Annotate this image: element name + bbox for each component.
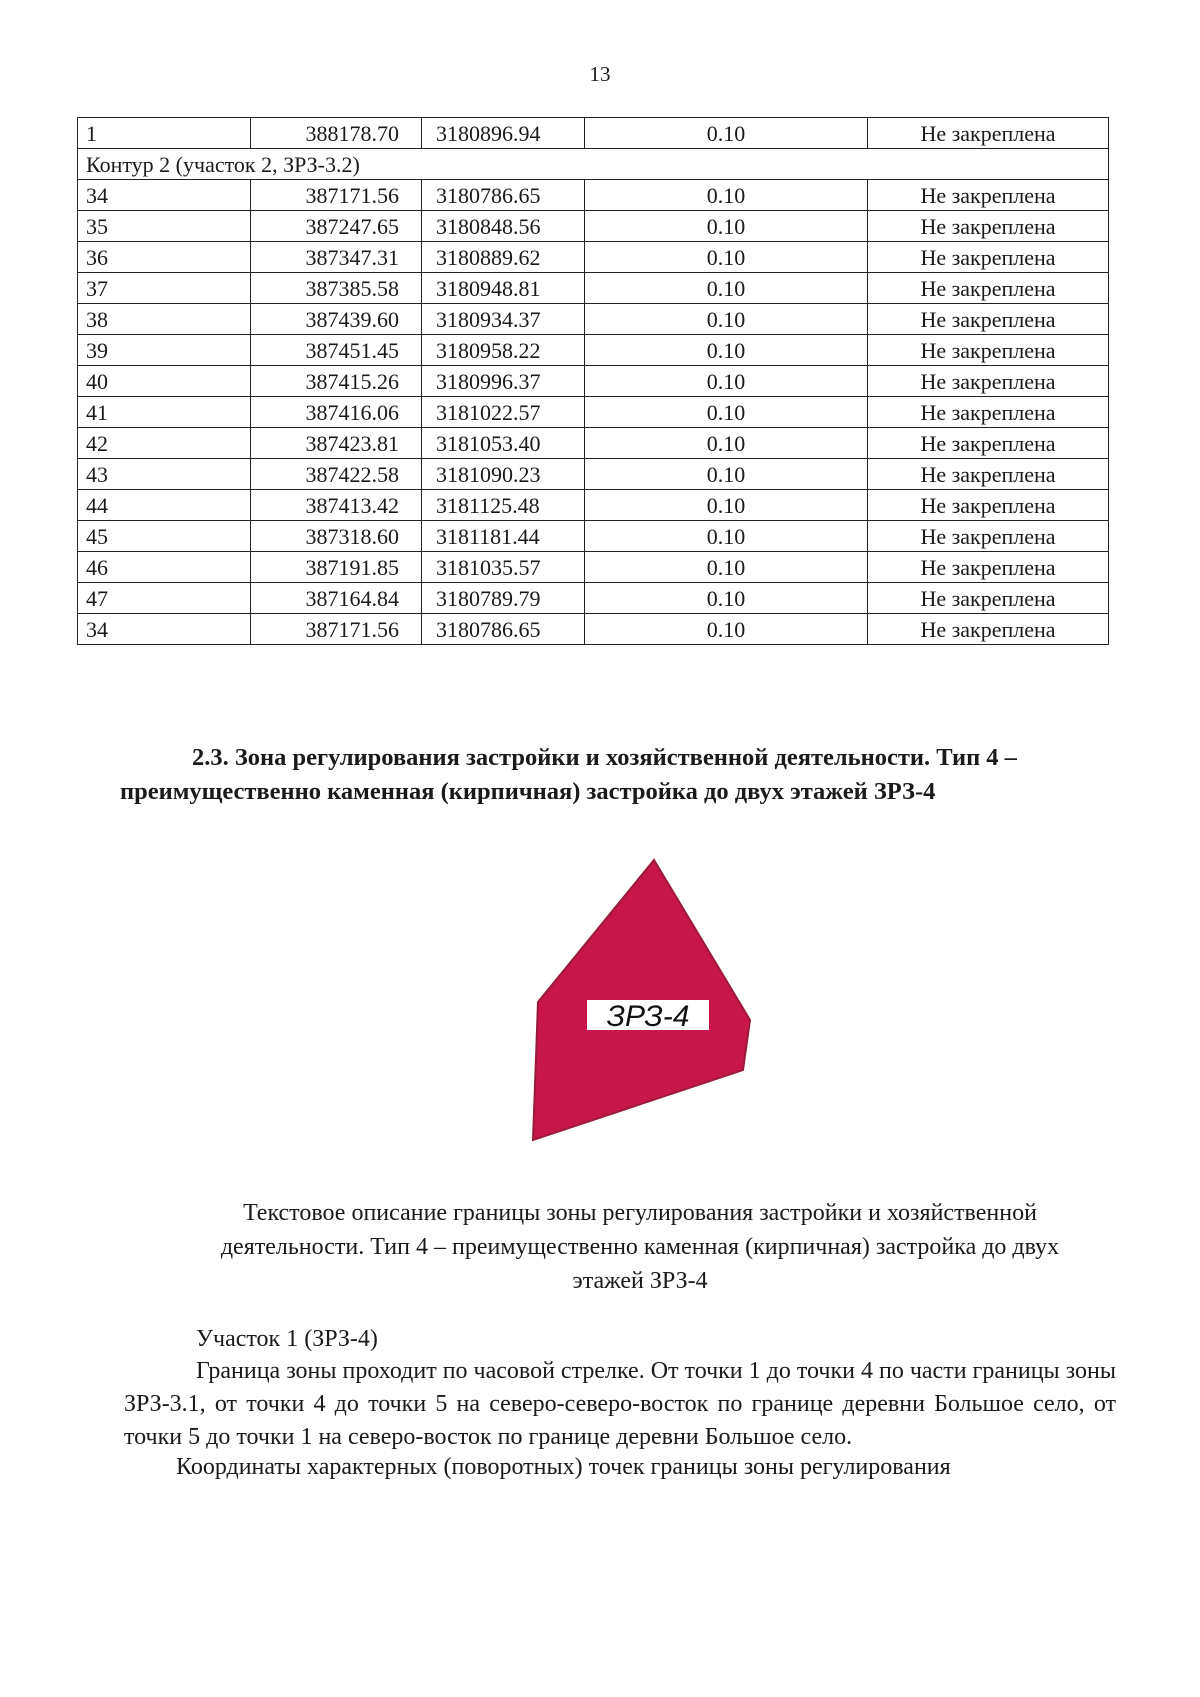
table-row	[78, 118, 1109, 149]
y-cell: 3180948.81	[422, 273, 585, 304]
point-cell: 44	[78, 490, 251, 521]
y-cell: 3181125.48	[422, 490, 585, 521]
point-cell: 38	[78, 304, 251, 335]
accuracy-cell: 0.10	[585, 521, 868, 552]
x-cell: 387171.56	[251, 180, 422, 211]
x-cell: 387423.81	[251, 428, 422, 459]
table-row	[78, 428, 1109, 459]
y-cell: 3180996.37	[422, 366, 585, 397]
fixation-cell: Не закреплена	[868, 583, 1109, 614]
x-cell: 387164.84	[251, 583, 422, 614]
fixation-cell: Не закреплена	[868, 273, 1109, 304]
section-label: Участок 1 (ЗРЗ-4)	[196, 1326, 378, 1352]
fixation-cell: Не закреплена	[868, 428, 1109, 459]
x-cell: 387347.31	[251, 242, 422, 273]
table-row	[78, 459, 1109, 490]
accuracy-cell: 0.10	[585, 211, 868, 242]
accuracy-cell: 0.10	[585, 459, 868, 490]
accuracy-cell: 0.10	[585, 242, 868, 273]
point-cell: 37	[78, 273, 251, 304]
fixation-cell: Не закреплена	[868, 118, 1109, 149]
x-cell: 387413.42	[251, 490, 422, 521]
accuracy-cell: 0.10	[585, 118, 868, 149]
coordinates-title: Координаты характерных (поворотных) точек границы зоны регулирования	[176, 1454, 951, 1480]
zone-caption	[120, 1196, 1160, 1298]
fixation-cell: Не закреплена	[868, 490, 1109, 521]
y-cell: 3180889.62	[422, 242, 585, 273]
table-row	[78, 211, 1109, 242]
fixation-cell: Не закреплена	[868, 211, 1109, 242]
fixation-cell: Не закреплена	[868, 552, 1109, 583]
zone-label: ЗРЗ-4	[606, 1000, 690, 1033]
x-cell: 388178.70	[251, 118, 422, 149]
accuracy-cell: 0.10	[585, 552, 868, 583]
y-cell: 3180934.37	[422, 304, 585, 335]
page-number: 13	[589, 62, 611, 86]
table-row	[78, 180, 1109, 211]
table-row	[78, 521, 1109, 552]
accuracy-cell: 0.10	[585, 428, 868, 459]
table-row	[78, 335, 1109, 366]
caption-line-3: этажей ЗРЗ-4	[572, 1268, 708, 1294]
table-row	[78, 614, 1109, 645]
y-cell: 3181181.44	[422, 521, 585, 552]
y-cell: 3180786.65	[422, 180, 585, 211]
y-cell: 3180789.79	[422, 583, 585, 614]
x-cell: 387171.56	[251, 614, 422, 645]
contour-row	[78, 149, 1109, 180]
x-cell: 387439.60	[251, 304, 422, 335]
fixation-cell: Не закреплена	[868, 397, 1109, 428]
x-cell: 387247.65	[251, 211, 422, 242]
y-cell: 3180896.94	[422, 118, 585, 149]
point-cell: 42	[78, 428, 251, 459]
y-cell: 3181090.23	[422, 459, 585, 490]
x-cell: 387385.58	[251, 273, 422, 304]
table-row	[78, 366, 1109, 397]
fixation-cell: Не закреплена	[868, 304, 1109, 335]
accuracy-cell: 0.10	[585, 490, 868, 521]
accuracy-cell: 0.10	[585, 366, 868, 397]
contour-label: Контур 2 (участок 2, ЗРЗ-3.2)	[78, 149, 1109, 180]
point-cell: 36	[78, 242, 251, 273]
point-cell: 39	[78, 335, 251, 366]
coordinates-table	[77, 117, 1109, 645]
accuracy-cell: 0.10	[585, 397, 868, 428]
point-cell: 1	[78, 118, 251, 149]
fixation-cell: Не закреплена	[868, 521, 1109, 552]
point-cell: 40	[78, 366, 251, 397]
caption-line-1: Текстовое описание границы зоны регулирования застройки и хозяйственной	[243, 1200, 1037, 1226]
accuracy-cell: 0.10	[585, 614, 868, 645]
table-row	[78, 583, 1109, 614]
table-row	[78, 304, 1109, 335]
table-row	[78, 397, 1109, 428]
y-cell: 3181022.57	[422, 397, 585, 428]
zone-scheme	[520, 850, 770, 1150]
y-cell: 3180848.56	[422, 211, 585, 242]
x-cell: 387451.45	[251, 335, 422, 366]
table-row	[78, 490, 1109, 521]
x-cell: 387416.06	[251, 397, 422, 428]
point-cell: 34	[78, 180, 251, 211]
section-heading	[120, 741, 1120, 809]
fixation-cell: Не закреплена	[868, 459, 1109, 490]
table-row	[78, 273, 1109, 304]
accuracy-cell: 0.10	[585, 304, 868, 335]
point-cell: 35	[78, 211, 251, 242]
point-cell: 34	[78, 614, 251, 645]
fixation-cell: Не закреплена	[868, 614, 1109, 645]
x-cell: 387415.26	[251, 366, 422, 397]
description-paragraph	[124, 1355, 1116, 1454]
accuracy-cell: 0.10	[585, 273, 868, 304]
section-heading-line-1: 2.3. Зона регулирования застройки и хозяйственной деятельности. Тип 4 –	[192, 744, 1017, 771]
point-cell: 47	[78, 583, 251, 614]
description-text: Граница зоны проходит по часовой стрелке. От точки 1 до точки 4 по части границы зоны ЗРЗ-3.1, от точки 4 до точки 5 на северо-северо-восток по границе деревни Большое село, от точки 5 до точки 1 на северо-восток по границе деревни Большое село.	[124, 1358, 1116, 1450]
accuracy-cell: 0.10	[585, 583, 868, 614]
fixation-cell: Не закреплена	[868, 366, 1109, 397]
section-heading-line-2: преимущественно каменная (кирпичная) застройка до двух этажей ЗРЗ-4	[120, 778, 936, 805]
table-row	[78, 242, 1109, 273]
accuracy-cell: 0.10	[585, 180, 868, 211]
point-cell: 46	[78, 552, 251, 583]
x-cell: 387191.85	[251, 552, 422, 583]
accuracy-cell: 0.10	[585, 335, 868, 366]
caption-line-2: деятельности. Тип 4 – преимущественно каменная (кирпичная) застройка до двух	[220, 1234, 1060, 1260]
point-cell: 41	[78, 397, 251, 428]
fixation-cell: Не закреплена	[868, 335, 1109, 366]
x-cell: 387422.58	[251, 459, 422, 490]
x-cell: 387318.60	[251, 521, 422, 552]
y-cell: 3181053.40	[422, 428, 585, 459]
y-cell: 3181035.57	[422, 552, 585, 583]
table-row	[78, 552, 1109, 583]
fixation-cell: Не закреплена	[868, 242, 1109, 273]
point-cell: 43	[78, 459, 251, 490]
y-cell: 3180786.65	[422, 614, 585, 645]
point-cell: 45	[78, 521, 251, 552]
fixation-cell: Не закреплена	[868, 180, 1109, 211]
y-cell: 3180958.22	[422, 335, 585, 366]
